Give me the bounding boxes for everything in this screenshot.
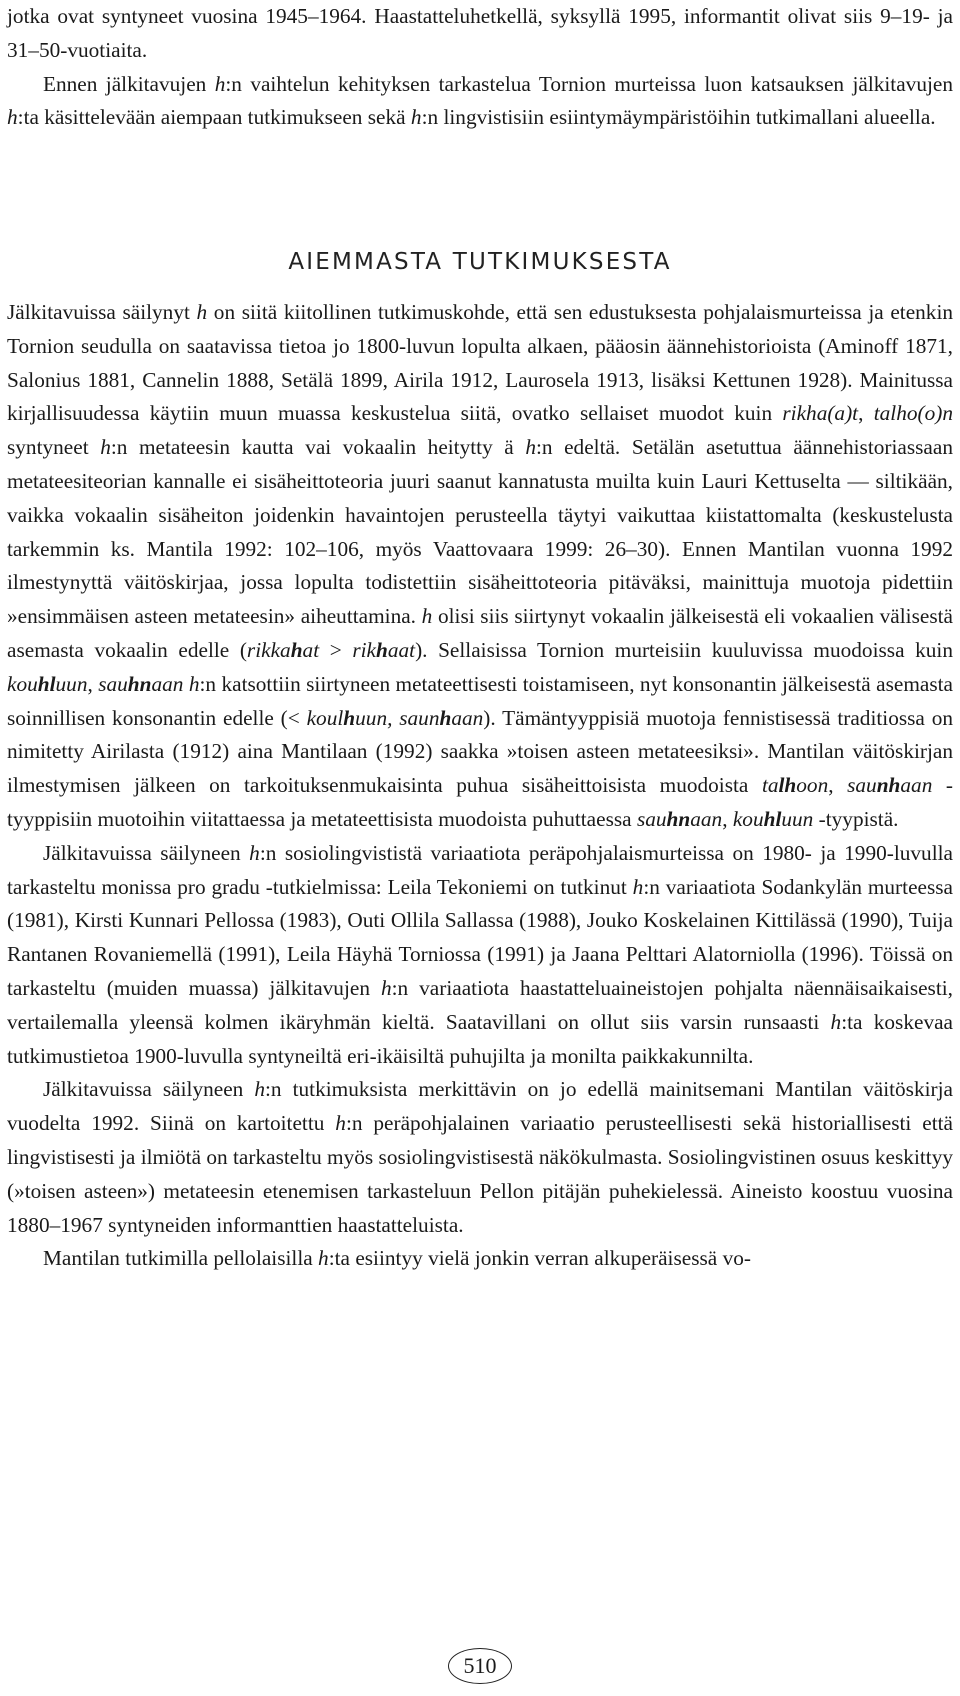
page-number: 510 [448, 1648, 512, 1684]
paragraph-continuation: jotka ovat syntyneet vuosina 1945–1964. Haastatteluhetkellä, syksyllä 1995, informantit olivat siis 9–19- ja 31–50-vuotiaita. [7, 4, 953, 62]
paragraph: Jälkitavuissa säilynyt h on siitä kiitollinen tutkimuskohde, että sen edustuksesta pohjalaismurteissa ja etenkin Tornion seudulla on saatavissa tietoa jo 1800-luvun lopulta alkaen, pääosin äännehistorioista (Aminoff 1871, Salonius 1881, Cannelin 1888, Setälä 1899, Airila 1912, Laurosela 1913, lisäksi Kettunen 1928). Mainitussa kirjallisuudessa käytiin muun muassa keskustelua siitä, ovatko sellaiset muodot kuin rikha(a)t, talho(o)n syntyneet h:n metateesin kautta vai vokaalin heitytty ä h:n edeltä. Setälän asetuttua äännehistoriassaan metateesiteorian kannalle ei sisäheittoteoria juuri saanut kannatusta muilta kuin Lauri Kettuselta — siltikään, vaikka vokaalin sisäheiton joidenkin havaintojen perusteella täytyi vaikuttaa kiistattomalta (keskustelusta tarkemmin ks. Mantila 1992: 102–106, myös Vaattovaara 1999: 26–30). Ennen Mantilan vuonna 1992 ilmestynyttä väitöskirjaa, jossa lopulta todistettiin sisäheittoteoria pitäväksi, mainittuja muotoja pidettiin »ensimmäisen asteen metateesin» aiheuttamina. h olisi siis siirtynyt vokaalin jälkeisestä eli vokaalien välisestä asemasta vokaalin edelle (rikkahat > rikhaat). Sellaisissa Tornion murteisiin kuuluvissa muodoissa kuin kouhluun, sauhnaan h:n katsottiin siirtyneen metateettisesti toistamiseen, nyt konsonantin jälkeisestä asemasta soinnillisen konsonantin edelle (< koulhuun, saunhaan). Tämäntyyppisiä muotoja fennistisessä traditiossa on nimitetty Airilasta (1912) aina Mantilaan (1992) saakka »toisen asteen metateesiksi». Mantilan väitöskirjan ilmestymisen jälkeen on tarkoituksenmukaisinta puhua sisäheittoisista muodoista talhoon, saunhaan -tyyppisiin muotoihin viitattaessa ja metateettisista muodoista puhuttaessa sauhnaan, kouhluun -tyypistä. [7, 300, 954, 831]
paragraph: Jälkitavuissa säilyneen h:n tutkimuksista merkittävin on jo edellä mainitsemani Mantilan väitöskirja vuodelta 1992. Siinä on kartoitettu h:n peräpohjalainen variaatio perusteellisesti sekä historiallisesti että lingvistisesti ja ilmiötä on tarkasteltu myös sosiolingvistisestä näkökulmasta. Sosiolingvistinen osuus keskittyy (»toisen asteen») metateesin etenemisen tarkasteluun Pellon pitäjän puhekielessä. Aineisto koostuu vuosina 1880–1967 syntyneiden informanttien haastatteluista. [7, 1077, 953, 1237]
paragraph: Mantilan tutkimilla pellolaisilla h:ta esiintyy vielä jonkin verran alkuperäisessä vo- [43, 1246, 751, 1271]
section-body [7, 296, 953, 1276]
paragraph-intro: Ennen jälkitavujen h:n vaihtelun kehityksen tarkastelua Tornion murteissa luon katsauksen jälkitavujen h:ta käsittelevään aiempaan tutkimukseen sekä h:n lingvistisiin esiintymäympäristöihin tutkimallani alueella. [7, 71, 953, 130]
paragraph: Jälkitavuissa säilyneen h:n sosiolingvististä variaatiota peräpohjalaismurteissa on 1980- ja 1990-luvulla tarkasteltu monissa pro gradu -tutkielmissa: Leila Tekoniemi on tutkinut h:n variaatiota Sodankylän murteessa (1981), Kirsti Kunnari Pellossa (1983), Outi Ollila Sallassa (1988), Jouko Koskelainen Kittilässä (1990), Tuija Rantanen Rovaniemellä (1991), Leila Häyhä Torniossa (1991) ja Jaana Pelttari Alatorniolla (1996). Töissä on tarkasteltu (muiden muassa) jälkitavujen h:n variaatiota haastatteluaineistojen pohjalta näennäisaikaisesti, vertailemalla yleensä kolmen ikäryhmän kieltä. Saatavillani on ollut siis varsin runsaasti h:ta koskevaa tutkimustietoa 1900-luvulla syntyneiltä eri-ikäisiltä puhujilta ja monilta paikkakunnilta. [7, 840, 954, 1068]
intro-text [7, 0, 953, 135]
section-heading: AIEMMASTA TUTKIMUKSESTA [288, 249, 672, 275]
